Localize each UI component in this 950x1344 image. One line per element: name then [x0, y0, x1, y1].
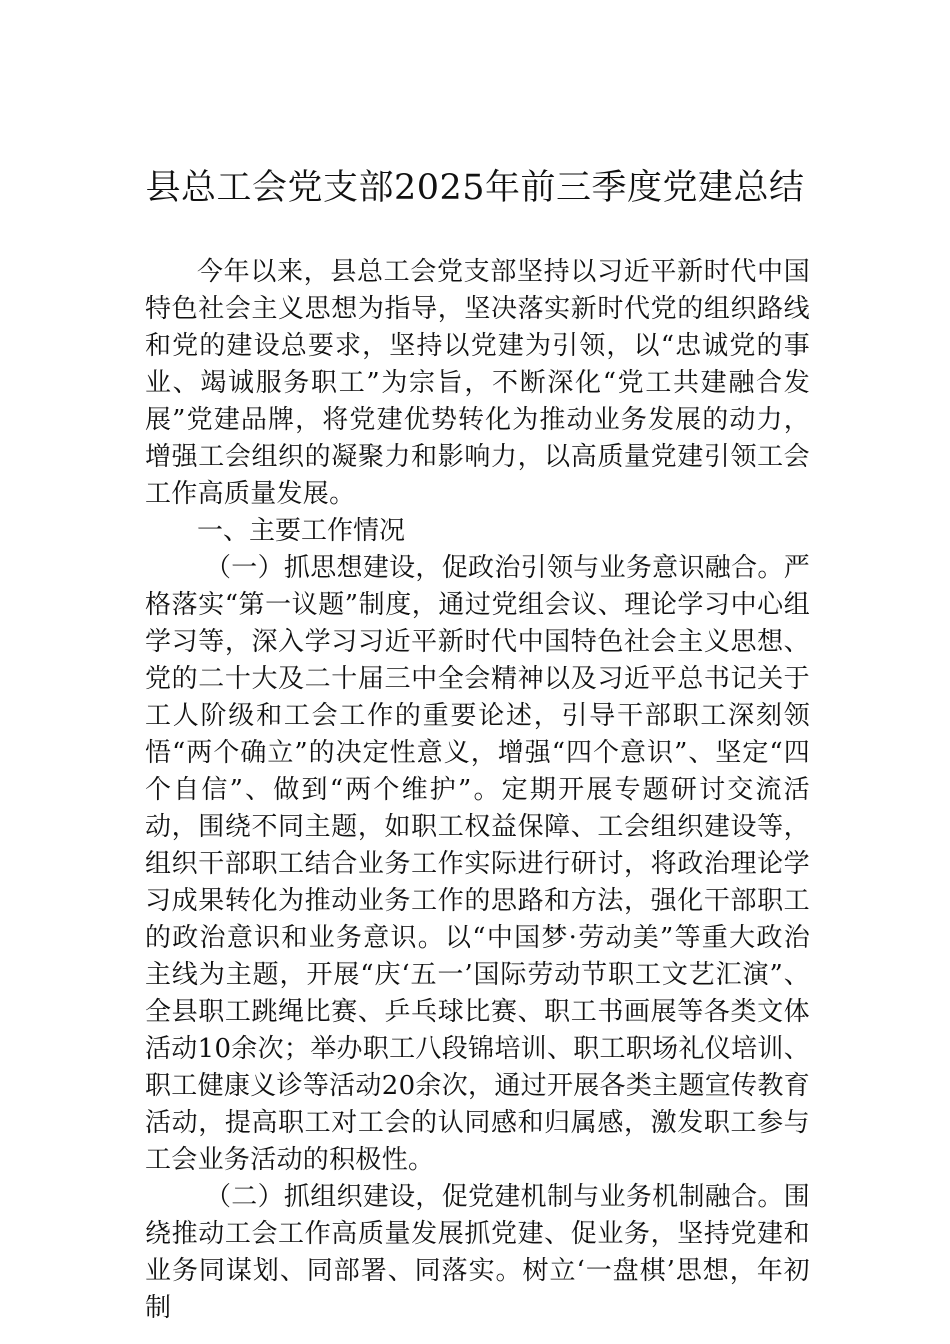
- document-title: 县总工会党支部2025年前三季度党建总结: [145, 168, 805, 208]
- intro-paragraph: 今年以来，县总工会党支部坚持以习近平新时代中国特色社会主义思想为指导，坚决落实新时代党的组织路线和党的建设总要求，坚持以党建为引领，以“忠诚党的事业、竭诚服务职工”为宗旨，不断深化“党工共建融合发展”党建品牌，将党建优势转化为推动业务发展的动力，增强工会组织的凝聚力和影响力，以高质量党建引领工会工作高质量发展。: [145, 257, 810, 509]
- paragraph-ideological-building: （一）抓思想建设，促政治引领与业务意识融合。严格落实“第一议题”制度，通过党组会议、理论学习中心组学习等，深入学习习近平新时代中国特色社会主义思想、党的二十大及二十届三中全会精神以及习近平总书记关于工人阶级和工会工作的重要论述，引导干部职工深刻领悟“两个确立”的决定性意义，增强“四个意识”、坚定“四个自信”、做到“两个维护”。定期开展专题研讨交流活动，围绕不同主题，如职工权益保障、工会组织建设等，组织干部职工结合业务工作实际进行研讨，将政治理论学习成果转化为推动业务工作的思路和方法，强化干部职工的政治意识和业务意识。以“中国梦·劳动美”等重大政治主线为主题，开展“庆‘五一’国际劳动节职工文艺汇演”、全县职工跳绳比赛、乒乓球比赛、职工书画展等各类文体活动10余次；举办职工八段锦培训、职工职场礼仪培训、职工健康义诊等活动20余次，通过开展各类主题宣传教育活动，提高职工对工会的认同感和归属感，激发职工参与工会业务活动的积极性。: [145, 553, 810, 1175]
- paragraph-organizational-building: （二）抓组织建设，促党建机制与业务机制融合。围绕推动工会工作高质量发展抓党建、促业务，坚持党建和业务同谋划、同部署、同落实。树立‘一盘棋’思想，年初制: [145, 1182, 810, 1323]
- section-heading-main-work: 一、主要工作情况: [197, 516, 406, 546]
- document-body: [145, 254, 810, 1327]
